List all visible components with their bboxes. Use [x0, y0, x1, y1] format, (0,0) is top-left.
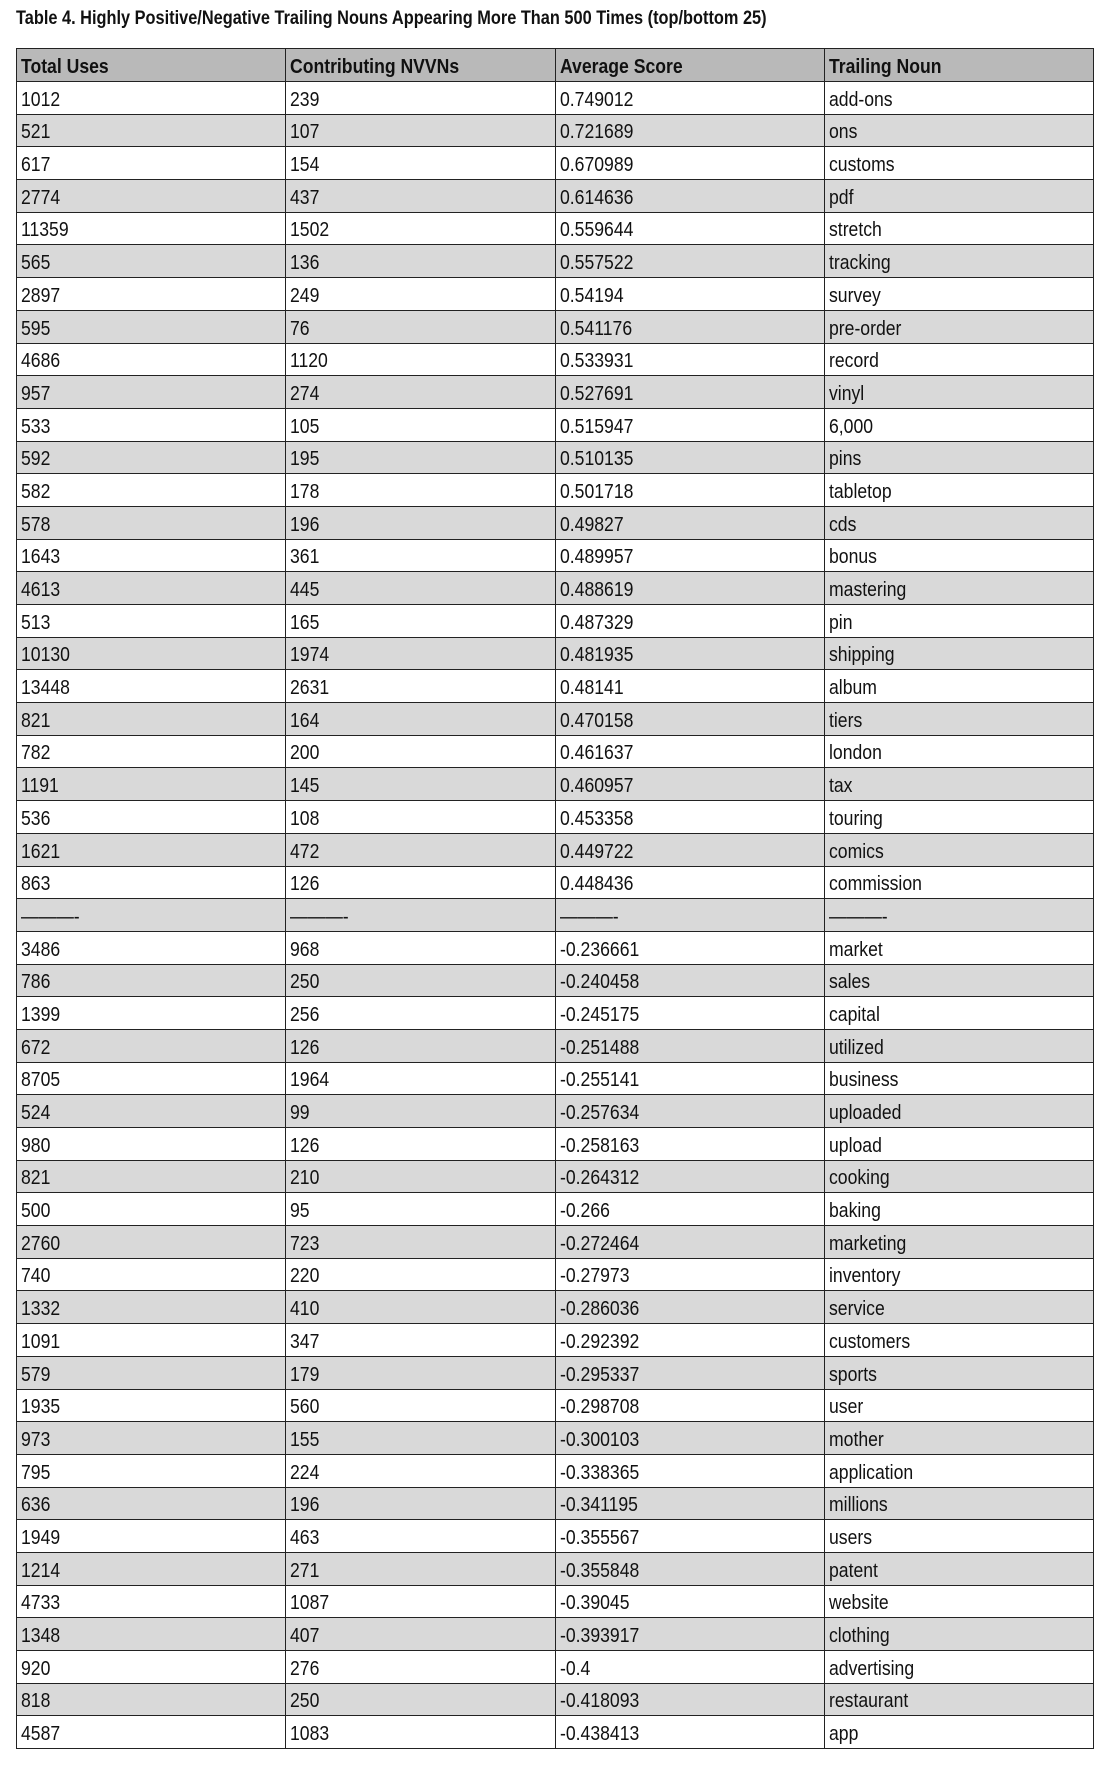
trailing-noun-cell: pins: [824, 441, 1093, 474]
table-row: [17, 212, 1094, 245]
average-score-cell: -0.355567: [555, 1520, 824, 1553]
table-row: [17, 310, 1094, 343]
total-uses-cell: 1949: [17, 1520, 286, 1553]
total-uses-cell: 1935: [17, 1389, 286, 1422]
table-row: [17, 1356, 1094, 1389]
trailing-noun-cell: service: [824, 1291, 1093, 1324]
contributing-nvvns-cell: 968: [286, 931, 555, 964]
trailing-noun-cell: capital: [824, 997, 1093, 1030]
contributing-nvvns-cell: 1502: [286, 212, 555, 245]
contributing-nvvns-cell: 560: [286, 1389, 555, 1422]
trailing-noun-cell: mother: [824, 1422, 1093, 1455]
contributing-nvvns-cell: 224: [286, 1454, 555, 1487]
table-row: [17, 637, 1094, 670]
trailing-noun-cell: bonus: [824, 539, 1093, 572]
total-uses-cell: 973: [17, 1422, 286, 1455]
average-score-cell: -0.298708: [555, 1389, 824, 1422]
average-score-cell: -0.240458: [555, 964, 824, 997]
contributing-nvvns-cell: 179: [286, 1356, 555, 1389]
table-caption: Table 4. Highly Positive/Negative Trailing Nouns Appearing More Than 500 Times (top/bottom 25): [16, 8, 767, 29]
total-uses-cell: 782: [17, 735, 286, 768]
total-uses-cell: 795: [17, 1454, 286, 1487]
contributing-nvvns-cell: 1120: [286, 343, 555, 376]
trailing-noun-cell: upload: [824, 1128, 1093, 1161]
trailing-noun-cell: millions: [824, 1487, 1093, 1520]
average-score-cell: 0.481935: [555, 637, 824, 670]
table-header-row: [17, 49, 1094, 82]
trailing-noun-cell: mastering: [824, 572, 1093, 605]
total-uses-cell: 4733: [17, 1585, 286, 1618]
contributing-nvvns-cell: 195: [286, 441, 555, 474]
trailing-noun-cell: inventory: [824, 1258, 1093, 1291]
contributing-nvvns-cell: 437: [286, 180, 555, 213]
average-score-cell: 0.559644: [555, 212, 824, 245]
average-score-cell: -0.438413: [555, 1716, 824, 1749]
contributing-nvvns-cell: 1087: [286, 1585, 555, 1618]
average-score-cell: 0.510135: [555, 441, 824, 474]
table-row: [17, 1095, 1094, 1128]
total-uses-cell: 524: [17, 1095, 286, 1128]
average-score-cell: 0.488619: [555, 572, 824, 605]
total-uses-cell: 565: [17, 245, 286, 278]
table-row: [17, 866, 1094, 899]
average-score-cell: 0.448436: [555, 866, 824, 899]
trailing-noun-cell: uploaded: [824, 1095, 1093, 1128]
average-score-cell: 0.48141: [555, 670, 824, 703]
contributing-nvvns-cell: 136: [286, 245, 555, 278]
total-uses-cell: 821: [17, 1160, 286, 1193]
total-uses-cell: 513: [17, 605, 286, 638]
table-row: [17, 441, 1094, 474]
table-row: [17, 1128, 1094, 1161]
table-row: [17, 1487, 1094, 1520]
contributing-nvvns-cell: 196: [286, 1487, 555, 1520]
table-row: [17, 1683, 1094, 1716]
total-uses-cell: 536: [17, 801, 286, 834]
trailing-noun-cell: pin: [824, 605, 1093, 638]
total-uses-cell: 1399: [17, 997, 286, 1030]
table-row: [17, 768, 1094, 801]
trailing-noun-cell: tiers: [824, 703, 1093, 736]
average-score-cell: -0.251488: [555, 1029, 824, 1062]
contributing-nvvns-cell: 200: [286, 735, 555, 768]
average-score-cell: 0.721689: [555, 114, 824, 147]
table-row: [17, 474, 1094, 507]
average-score-cell: 0.614636: [555, 180, 824, 213]
table-row: [17, 931, 1094, 964]
trailing-noun-cell: ———-: [824, 899, 1093, 932]
contributing-nvvns-cell: 1974: [286, 637, 555, 670]
table-row: [17, 1226, 1094, 1259]
table-row: [17, 997, 1094, 1030]
table-row: [17, 1422, 1094, 1455]
average-score-cell: -0.4: [555, 1651, 824, 1684]
average-score-cell: 0.557522: [555, 245, 824, 278]
trailing-noun-cell: patent: [824, 1552, 1093, 1585]
average-score-cell: 0.541176: [555, 310, 824, 343]
total-uses-cell: 863: [17, 866, 286, 899]
table-row: [17, 1258, 1094, 1291]
average-score-cell: -0.272464: [555, 1226, 824, 1259]
total-uses-cell: 595: [17, 310, 286, 343]
column-header-trailing-noun: Trailing Noun: [824, 49, 1093, 82]
trailing-noun-cell: utilized: [824, 1029, 1093, 1062]
trailing-noun-cell: shipping: [824, 637, 1093, 670]
total-uses-cell: 821: [17, 703, 286, 736]
contributing-nvvns-cell: 463: [286, 1520, 555, 1553]
average-score-cell: 0.527691: [555, 376, 824, 409]
average-score-cell: 0.54194: [555, 278, 824, 311]
trailing-noun-cell: comics: [824, 833, 1093, 866]
table-row: [17, 1291, 1094, 1324]
average-score-cell: 0.487329: [555, 605, 824, 638]
table-row: [17, 1062, 1094, 1095]
average-score-cell: 0.470158: [555, 703, 824, 736]
average-score-cell: 0.489957: [555, 539, 824, 572]
average-score-cell: -0.257634: [555, 1095, 824, 1128]
total-uses-cell: 13448: [17, 670, 286, 703]
table-row: [17, 1520, 1094, 1553]
trailing-noun-cell: survey: [824, 278, 1093, 311]
trailing-noun-cell: customers: [824, 1324, 1093, 1357]
total-uses-cell: 636: [17, 1487, 286, 1520]
table-row: [17, 278, 1094, 311]
table-row: [17, 1160, 1094, 1193]
average-score-cell: 0.49827: [555, 506, 824, 539]
contributing-nvvns-cell: 274: [286, 376, 555, 409]
trailing-noun-cell: record: [824, 343, 1093, 376]
trailing-nouns-table: [16, 48, 1094, 1749]
average-score-cell: -0.300103: [555, 1422, 824, 1455]
total-uses-cell: 2897: [17, 278, 286, 311]
contributing-nvvns-cell: 99: [286, 1095, 555, 1128]
trailing-noun-cell: website: [824, 1585, 1093, 1618]
trailing-noun-cell: album: [824, 670, 1093, 703]
total-uses-cell: 533: [17, 408, 286, 441]
table-row: [17, 539, 1094, 572]
average-score-cell: 0.670989: [555, 147, 824, 180]
table-row: [17, 180, 1094, 213]
table-row: [17, 964, 1094, 997]
contributing-nvvns-cell: 126: [286, 1128, 555, 1161]
total-uses-cell: 4613: [17, 572, 286, 605]
total-uses-cell: 2774: [17, 180, 286, 213]
contributing-nvvns-cell: 1083: [286, 1716, 555, 1749]
trailing-noun-cell: cds: [824, 506, 1093, 539]
average-score-cell: ———-: [555, 899, 824, 932]
total-uses-cell: 579: [17, 1356, 286, 1389]
table-row: [17, 147, 1094, 180]
trailing-noun-cell: clothing: [824, 1618, 1093, 1651]
total-uses-cell: 980: [17, 1128, 286, 1161]
total-uses-cell: 2760: [17, 1226, 286, 1259]
table-row: [17, 605, 1094, 638]
table-row: [17, 1389, 1094, 1422]
total-uses-cell: 920: [17, 1651, 286, 1684]
trailing-noun-cell: commission: [824, 866, 1093, 899]
table-row: [17, 1552, 1094, 1585]
contributing-nvvns-cell: 145: [286, 768, 555, 801]
contributing-nvvns-cell: 1964: [286, 1062, 555, 1095]
table-row: [17, 735, 1094, 768]
trailing-noun-cell: pre-order: [824, 310, 1093, 343]
average-score-cell: 0.515947: [555, 408, 824, 441]
average-score-cell: -0.258163: [555, 1128, 824, 1161]
average-score-cell: -0.255141: [555, 1062, 824, 1095]
trailing-noun-cell: pdf: [824, 180, 1093, 213]
average-score-cell: -0.292392: [555, 1324, 824, 1357]
total-uses-cell: 1348: [17, 1618, 286, 1651]
average-score-cell: 0.461637: [555, 735, 824, 768]
table-row: [17, 506, 1094, 539]
total-uses-cell: 1332: [17, 1291, 286, 1324]
trailing-noun-cell: user: [824, 1389, 1093, 1422]
trailing-noun-cell: app: [824, 1716, 1093, 1749]
total-uses-cell: 818: [17, 1683, 286, 1716]
trailing-noun-cell: marketing: [824, 1226, 1093, 1259]
contributing-nvvns-cell: 250: [286, 1683, 555, 1716]
trailing-noun-cell: vinyl: [824, 376, 1093, 409]
contributing-nvvns-cell: 2631: [286, 670, 555, 703]
table-row: [17, 1618, 1094, 1651]
trailing-noun-cell: tracking: [824, 245, 1093, 278]
total-uses-cell: 4686: [17, 343, 286, 376]
total-uses-cell: 582: [17, 474, 286, 507]
trailing-noun-cell: tabletop: [824, 474, 1093, 507]
total-uses-cell: 786: [17, 964, 286, 997]
total-uses-cell: 672: [17, 1029, 286, 1062]
total-uses-cell: 1012: [17, 82, 286, 115]
table-row: [17, 1651, 1094, 1684]
contributing-nvvns-cell: 108: [286, 801, 555, 834]
table-row: [17, 114, 1094, 147]
table-row: [17, 1193, 1094, 1226]
trailing-noun-cell: touring: [824, 801, 1093, 834]
table-row: [17, 572, 1094, 605]
average-score-cell: -0.341195: [555, 1487, 824, 1520]
trailing-noun-cell: london: [824, 735, 1093, 768]
trailing-noun-cell: sales: [824, 964, 1093, 997]
contributing-nvvns-cell: 249: [286, 278, 555, 311]
trailing-noun-cell: sports: [824, 1356, 1093, 1389]
total-uses-cell: 617: [17, 147, 286, 180]
average-score-cell: -0.39045: [555, 1585, 824, 1618]
average-score-cell: -0.27973: [555, 1258, 824, 1291]
table-row: [17, 703, 1094, 736]
total-uses-cell: 1091: [17, 1324, 286, 1357]
table-row: [17, 343, 1094, 376]
table-row: [17, 1029, 1094, 1062]
column-header-average-score: Average Score: [555, 49, 824, 82]
contributing-nvvns-cell: 723: [286, 1226, 555, 1259]
total-uses-cell: 10130: [17, 637, 286, 670]
trailing-noun-cell: stretch: [824, 212, 1093, 245]
contributing-nvvns-cell: 407: [286, 1618, 555, 1651]
table-row: [17, 376, 1094, 409]
total-uses-cell: 3486: [17, 931, 286, 964]
total-uses-cell: 592: [17, 441, 286, 474]
contributing-nvvns-cell: 126: [286, 866, 555, 899]
contributing-nvvns-cell: 239: [286, 82, 555, 115]
contributing-nvvns-cell: 276: [286, 1651, 555, 1684]
total-uses-cell: 500: [17, 1193, 286, 1226]
contributing-nvvns-cell: 165: [286, 605, 555, 638]
trailing-noun-cell: tax: [824, 768, 1093, 801]
contributing-nvvns-cell: 196: [286, 506, 555, 539]
table-row: [17, 1454, 1094, 1487]
table-row: [17, 245, 1094, 278]
average-score-cell: 0.453358: [555, 801, 824, 834]
trailing-noun-cell: ons: [824, 114, 1093, 147]
average-score-cell: -0.236661: [555, 931, 824, 964]
table-row: [17, 670, 1094, 703]
contributing-nvvns-cell: 256: [286, 997, 555, 1030]
contributing-nvvns-cell: 178: [286, 474, 555, 507]
trailing-noun-cell: 6,000: [824, 408, 1093, 441]
table-row: [17, 801, 1094, 834]
contributing-nvvns-cell: 95: [286, 1193, 555, 1226]
trailing-noun-cell: cooking: [824, 1160, 1093, 1193]
total-uses-cell: 740: [17, 1258, 286, 1291]
table-row: [17, 1716, 1094, 1749]
total-uses-cell: ———-: [17, 899, 286, 932]
contributing-nvvns-cell: 107: [286, 114, 555, 147]
total-uses-cell: 8705: [17, 1062, 286, 1095]
column-header-total-uses: Total Uses: [17, 49, 286, 82]
average-score-cell: -0.264312: [555, 1160, 824, 1193]
contributing-nvvns-cell: 155: [286, 1422, 555, 1455]
table-body: [17, 82, 1094, 1749]
total-uses-cell: 11359: [17, 212, 286, 245]
table-row: [17, 82, 1094, 115]
total-uses-cell: 521: [17, 114, 286, 147]
trailing-noun-cell: application: [824, 1454, 1093, 1487]
contributing-nvvns-cell: 445: [286, 572, 555, 605]
table-row: [17, 899, 1094, 932]
contributing-nvvns-cell: 105: [286, 408, 555, 441]
contributing-nvvns-cell: 126: [286, 1029, 555, 1062]
contributing-nvvns-cell: 347: [286, 1324, 555, 1357]
trailing-noun-cell: market: [824, 931, 1093, 964]
contributing-nvvns-cell: 76: [286, 310, 555, 343]
average-score-cell: -0.245175: [555, 997, 824, 1030]
contributing-nvvns-cell: 210: [286, 1160, 555, 1193]
contributing-nvvns-cell: 472: [286, 833, 555, 866]
total-uses-cell: 1191: [17, 768, 286, 801]
table-row: [17, 1324, 1094, 1357]
trailing-noun-cell: users: [824, 1520, 1093, 1553]
average-score-cell: -0.338365: [555, 1454, 824, 1487]
trailing-noun-cell: add-ons: [824, 82, 1093, 115]
column-header-contributing-nvvns: Contributing NVVNs: [286, 49, 555, 82]
trailing-noun-cell: business: [824, 1062, 1093, 1095]
total-uses-cell: 1643: [17, 539, 286, 572]
average-score-cell: -0.295337: [555, 1356, 824, 1389]
average-score-cell: 0.749012: [555, 82, 824, 115]
trailing-noun-cell: restaurant: [824, 1683, 1093, 1716]
average-score-cell: -0.418093: [555, 1683, 824, 1716]
table-row: [17, 833, 1094, 866]
contributing-nvvns-cell: 410: [286, 1291, 555, 1324]
contributing-nvvns-cell: 164: [286, 703, 555, 736]
average-score-cell: 0.460957: [555, 768, 824, 801]
contributing-nvvns-cell: ———-: [286, 899, 555, 932]
contributing-nvvns-cell: 271: [286, 1552, 555, 1585]
total-uses-cell: 957: [17, 376, 286, 409]
average-score-cell: -0.266: [555, 1193, 824, 1226]
average-score-cell: -0.286036: [555, 1291, 824, 1324]
table-row: [17, 408, 1094, 441]
total-uses-cell: 578: [17, 506, 286, 539]
total-uses-cell: 1621: [17, 833, 286, 866]
total-uses-cell: 1214: [17, 1552, 286, 1585]
total-uses-cell: 4587: [17, 1716, 286, 1749]
average-score-cell: 0.501718: [555, 474, 824, 507]
average-score-cell: 0.449722: [555, 833, 824, 866]
contributing-nvvns-cell: 250: [286, 964, 555, 997]
average-score-cell: -0.393917: [555, 1618, 824, 1651]
table-row: [17, 1585, 1094, 1618]
trailing-noun-cell: baking: [824, 1193, 1093, 1226]
average-score-cell: 0.533931: [555, 343, 824, 376]
trailing-noun-cell: customs: [824, 147, 1093, 180]
contributing-nvvns-cell: 220: [286, 1258, 555, 1291]
contributing-nvvns-cell: 361: [286, 539, 555, 572]
average-score-cell: -0.355848: [555, 1552, 824, 1585]
trailing-noun-cell: advertising: [824, 1651, 1093, 1684]
contributing-nvvns-cell: 154: [286, 147, 555, 180]
